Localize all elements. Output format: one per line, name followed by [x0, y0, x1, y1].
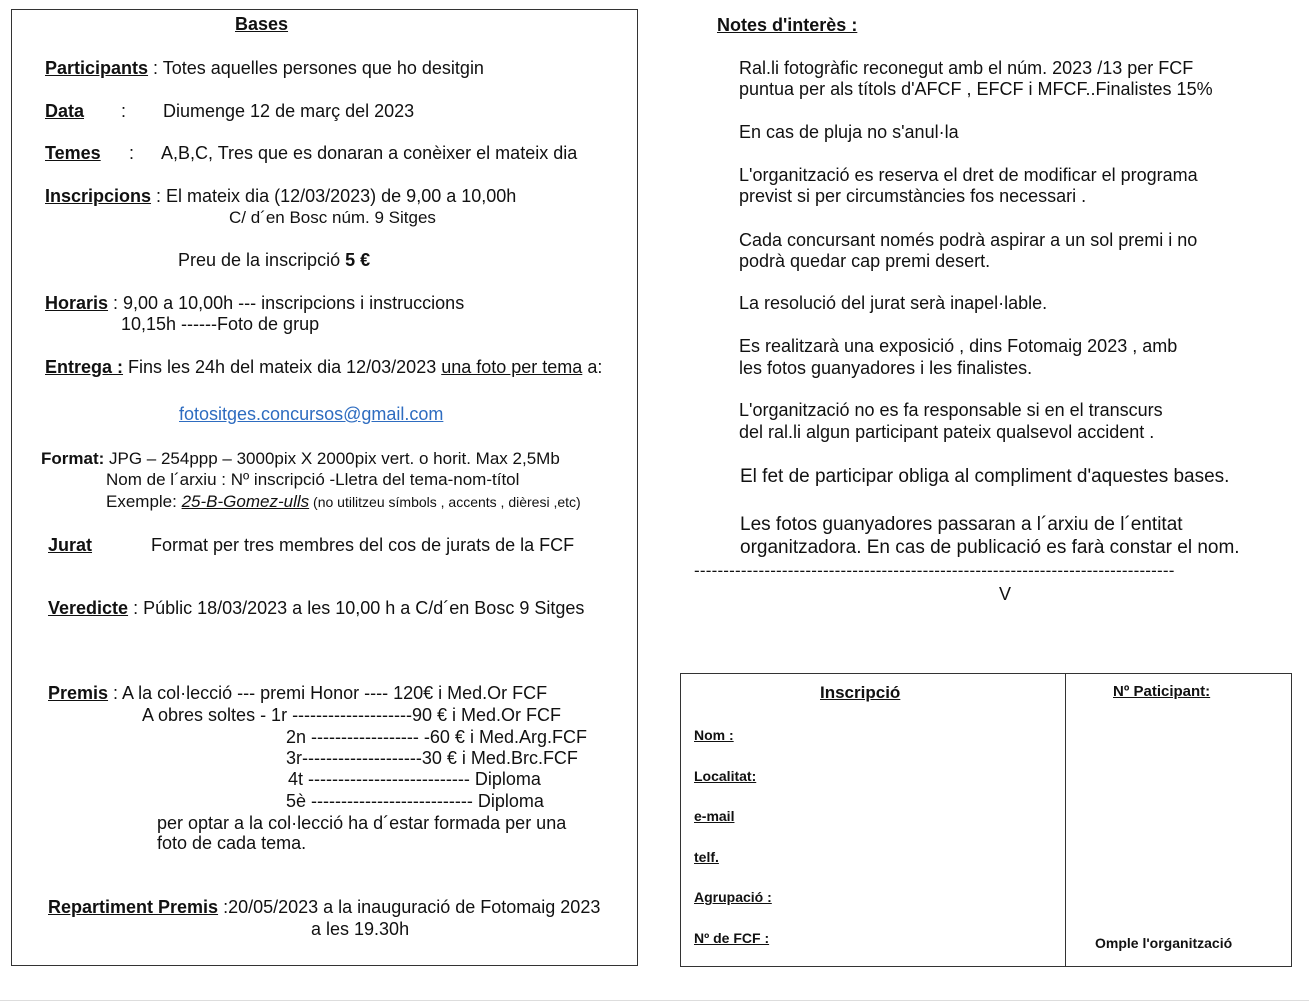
prizes-line5: 4t --------------------------- Diploma	[288, 769, 541, 789]
form-field-phone[interactable]: telf.	[694, 849, 719, 865]
participants-row: Participants : Totes aquelles persones que ho desitgin	[45, 58, 484, 78]
notes-title: Notes d'interès :	[717, 15, 858, 35]
date-row: Data	[45, 101, 85, 121]
note-line: La resolució del jurat serà inapel·lable.	[739, 293, 1048, 313]
prize-ceremony-time: a les 19.30h	[311, 919, 410, 939]
note-line: Es realitzarà una exposició , dins Fotomaig 2023 , amb	[739, 336, 1178, 356]
form-field-fcf-number[interactable]: Nº de FCF :	[694, 930, 770, 946]
jury-row: Jurat	[48, 535, 93, 555]
format-row: Format: JPG – 254ppp – 3000pix X 2000pix vert. o horit. Max 2,5Mb	[41, 449, 560, 468]
note-line: Cada concursant només podrà aspirar a un sol premi i no	[739, 230, 1198, 250]
note-line: En cas de pluja no s'anul·la	[739, 122, 959, 142]
note-line: puntua per als títols d'AFCF , EFCF i MFCF..Finalistes 15%	[739, 79, 1213, 99]
prizes-line4: 3r--------------------30 € i Med.Brc.FCF	[286, 748, 578, 768]
jury-value: Format per tres membres del cos de jurats de la FCF	[151, 535, 575, 555]
note-line: Ral.li fotogràfic reconegut amb el núm. 2023 /13 per FCF	[739, 58, 1194, 78]
topics-value: A,B,C, Tres que es donaran a conèixer el mateix dia	[161, 143, 578, 163]
form-field-email[interactable]: e-mail	[694, 808, 735, 824]
prizes-line2: A obres soltes - 1r --------------------90 € i Med.Or FCF	[142, 705, 561, 725]
form-field-locality[interactable]: Localitat:	[694, 768, 757, 784]
form-field-group[interactable]: Agrupació :	[694, 889, 772, 905]
date-value: Diumenge 12 de març del 2023	[163, 101, 415, 121]
organization-note: Omple l'organització	[1095, 935, 1233, 951]
price-row: Preu de la inscripció 5 €	[178, 250, 371, 270]
prizes-note1: per optar a la col·lecció ha d´estar formada per una	[157, 813, 567, 833]
page-bottom-divider	[0, 1000, 1309, 1001]
cut-line: ----------------------------------------------------------------------------------	[694, 561, 1175, 580]
note-line: El fet de participar obliga al compliment d'aquestes bases.	[740, 466, 1230, 487]
date-sep: :	[121, 101, 127, 121]
prizes-note2: foto de cada tema.	[157, 833, 307, 853]
registration-form	[680, 673, 1292, 967]
note-line: Les fotos guanyadores passaran a l´arxiu de l´entitat	[740, 514, 1183, 535]
participant-number-label: Nº Paticipant:	[1113, 683, 1211, 700]
schedule-row: Horaris : 9,00 a 10,00h --- inscripcions i instruccions	[45, 293, 465, 313]
note-line: organitzadora. En cas de publicació es farà constar el nom.	[740, 537, 1240, 558]
verdict-row: Veredicte : Públic 18/03/2023 a les 10,00 h a C/d´en Bosc 9 Sitges	[48, 598, 585, 618]
note-line: podrà quedar cap premi desert.	[739, 251, 991, 271]
format-filename: Nom de l´arxiu : Nº inscripció -Lletra del tema-nom-títol	[106, 470, 520, 489]
email-link[interactable]: fotositges.concursos@gmail.com	[179, 404, 444, 424]
form-divider	[1065, 673, 1066, 967]
prizes-row: Premis : A la col·lecció --- premi Honor ---- 120€ i Med.Or FCF	[48, 683, 548, 703]
format-example: Exemple: 25-B-Gomez-ulls (no utilitzeu símbols , accents , dièresi ,etc)	[106, 492, 581, 511]
prizes-line6: 5è --------------------------- Diploma	[286, 791, 544, 811]
bases-title: Bases	[235, 14, 289, 34]
note-line: L'organització no es fa responsable si en el transcurs	[739, 400, 1163, 420]
registration-row: Inscripcions : El mateix dia (12/03/2023) de 9,00 a 10,00h	[45, 186, 517, 206]
note-line: del ral.li algun participant pateix qualsevol accident .	[739, 422, 1155, 442]
form-title: Inscripció	[820, 683, 901, 702]
note-line: L'organització es reserva el dret de modificar el programa	[739, 165, 1198, 185]
delivery-row: Entrega : Fins les 24h del mateix dia 12/03/2023 una foto per tema a:	[45, 357, 603, 377]
note-line: les fotos guanyadores i les finalistes.	[739, 358, 1033, 378]
registration-address: C/ d´en Bosc núm. 9 Sitges	[229, 208, 436, 227]
schedule-line2: 10,15h ------Foto de grup	[121, 314, 320, 334]
note-line: previst si per circumstàncies fos necessari .	[739, 186, 1087, 206]
topics-sep: :	[129, 143, 135, 163]
form-field-name[interactable]: Nom :	[694, 727, 734, 743]
prizes-line3: 2n ------------------ -60 € i Med.Arg.FCF	[286, 727, 587, 747]
topics-row: Temes	[45, 143, 101, 163]
prize-ceremony-row: Repartiment Premis :20/05/2023 a la inauguració de Fotomaig 2023	[48, 897, 601, 917]
cut-mark: V	[999, 584, 1012, 604]
